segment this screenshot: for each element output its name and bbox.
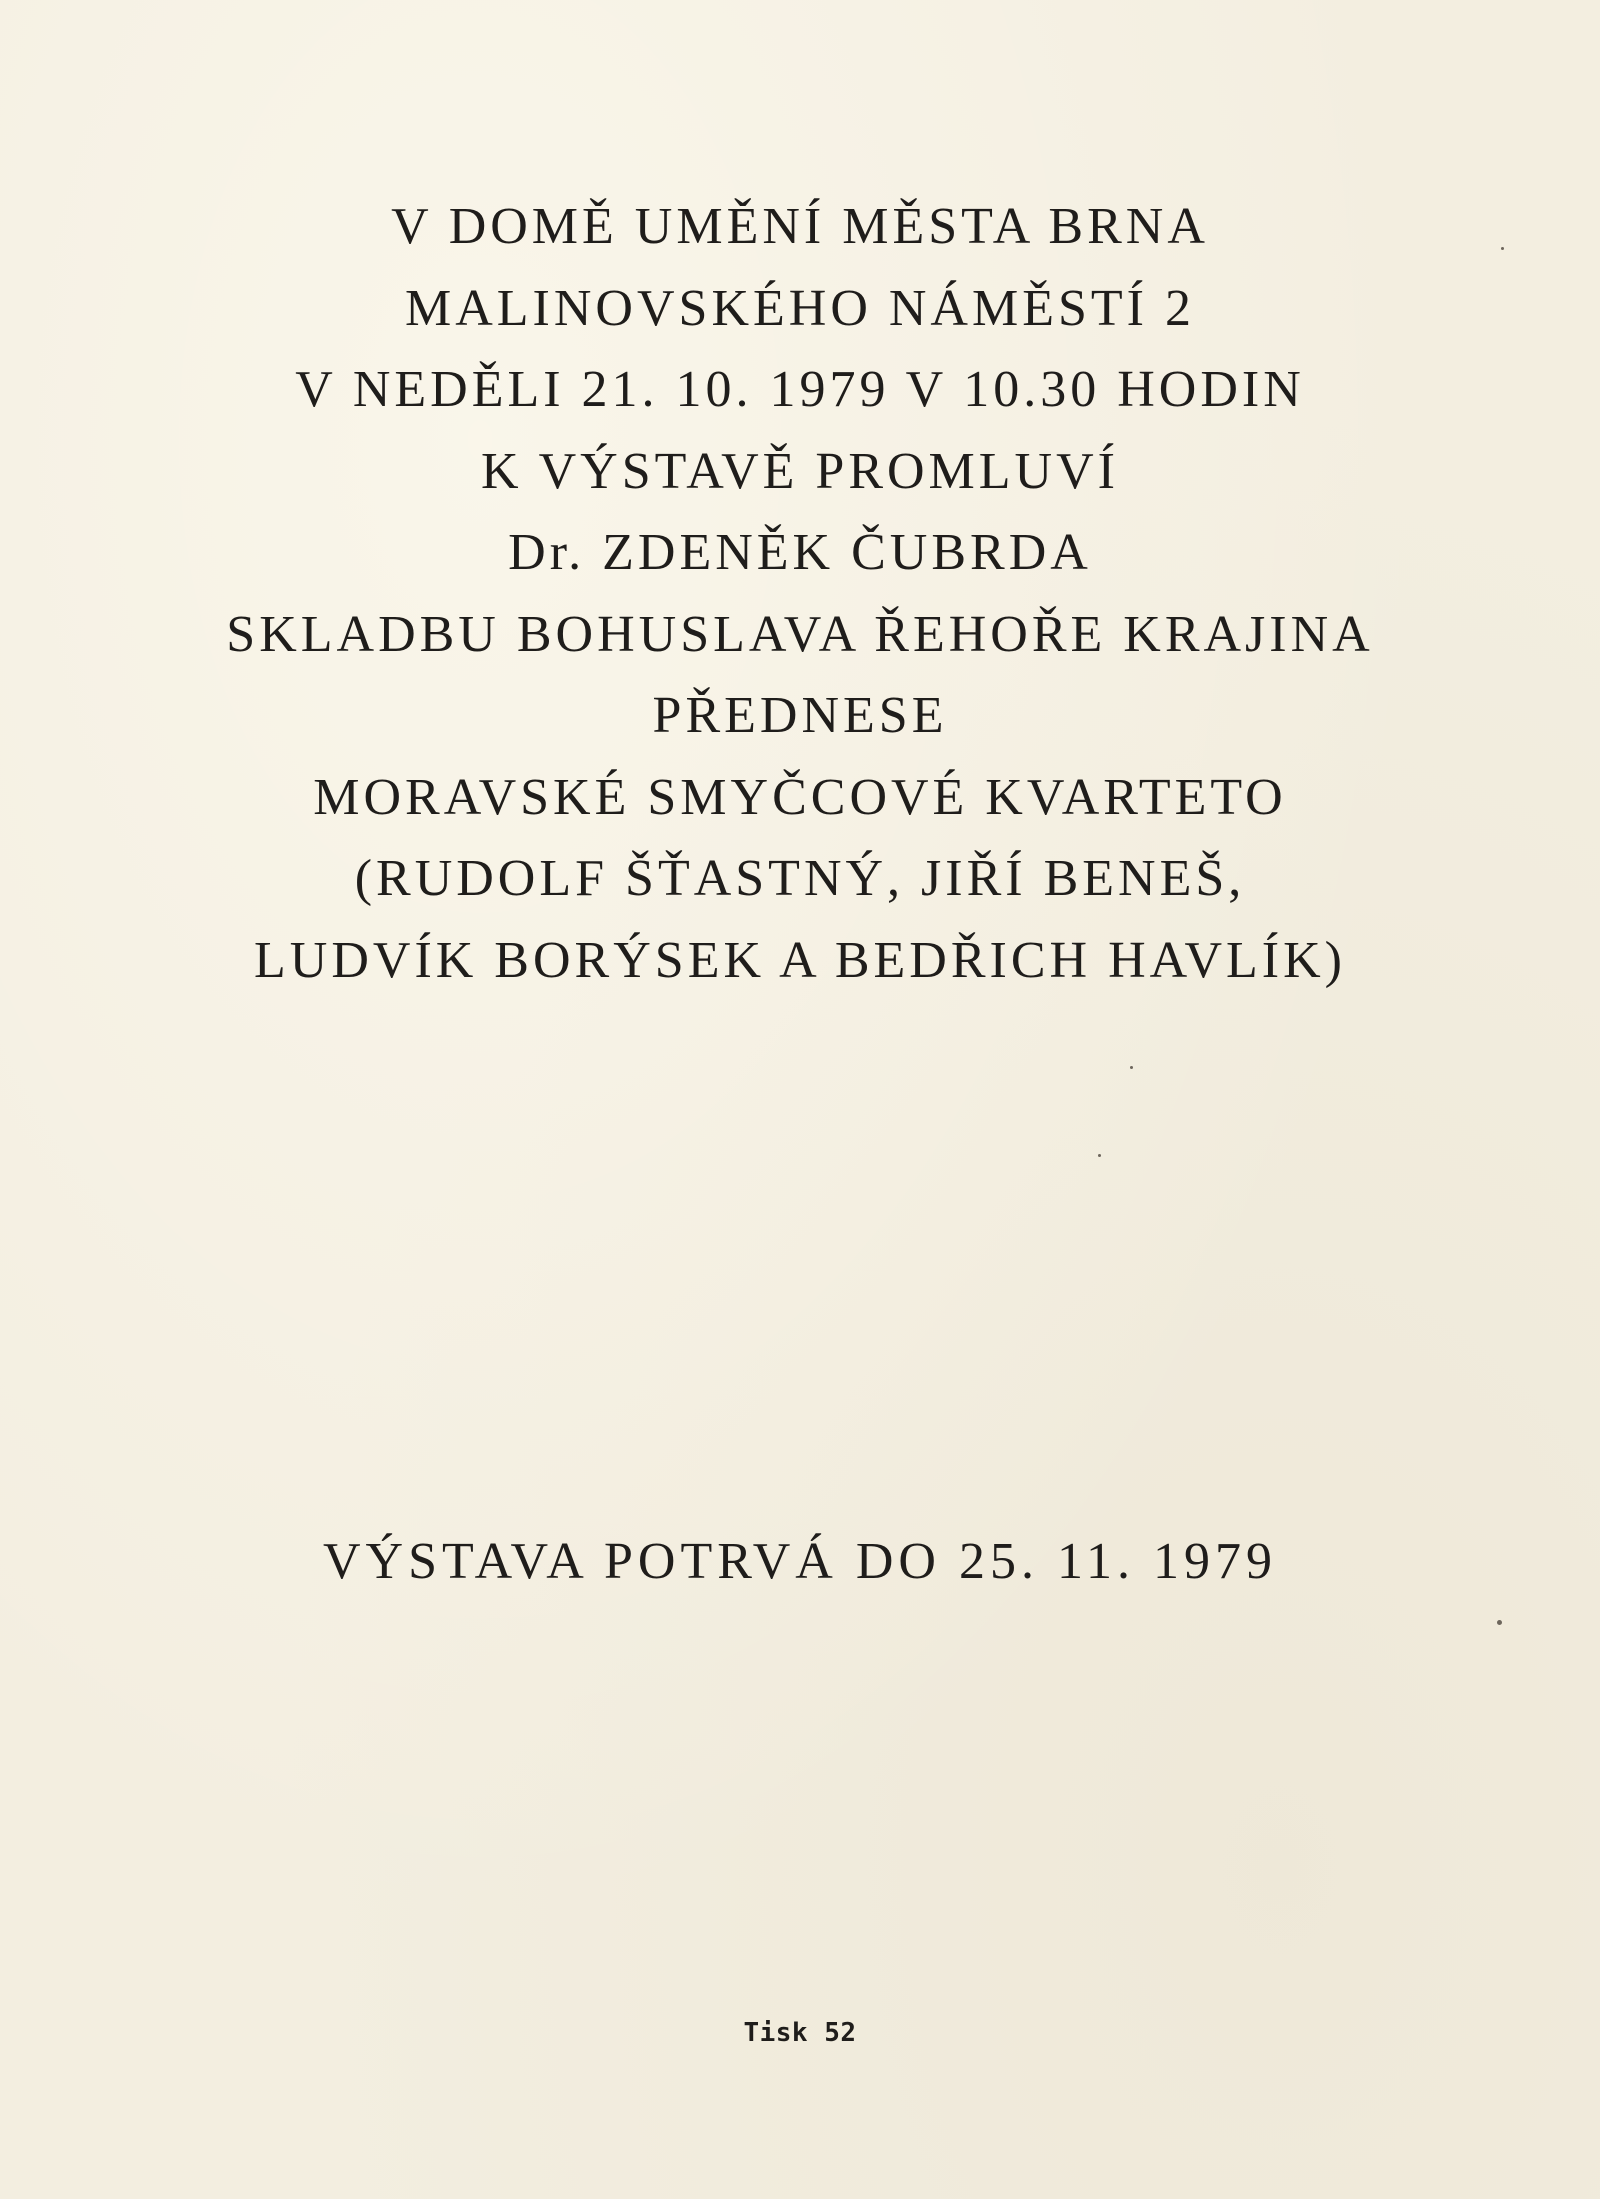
paper-speck xyxy=(1130,1066,1133,1069)
venue-line: V DOMĚ UMĚNÍ MĚSTA BRNA xyxy=(391,198,1209,255)
exhibition-duration: VÝSTAVA POTRVÁ DO 25. 11. 1979 xyxy=(322,1533,1278,1590)
date-time-line: V NEDĚLI 21. 10. 1979 V 10.30 HODIN xyxy=(295,361,1305,418)
invitation-text xyxy=(60,186,1540,1001)
paper-speck xyxy=(1497,1620,1502,1625)
performs-line: PŘEDNESE xyxy=(652,687,948,744)
members-line-2: LUDVÍK BORÝSEK A BEDŘICH HAVLÍK) xyxy=(254,931,1346,989)
quartet-line: MORAVSKÉ SMYČCOVÉ KVARTETO xyxy=(313,768,1287,826)
composition-line: SKLADBU BOHUSLAVA ŘEHOŘE KRAJINA xyxy=(226,605,1374,663)
address-line: MALINOVSKÉHO NÁMĚSTÍ 2 xyxy=(405,279,1195,337)
members-line-1: (RUDOLF ŠŤASTNÝ, JIŘÍ BENEŠ, xyxy=(354,850,1246,907)
speaker-intro-line: K VÝSTAVĚ PROMLUVÍ xyxy=(481,442,1119,500)
print-mark: Tisk 52 xyxy=(743,2018,857,2048)
paper-speck xyxy=(1098,1154,1101,1157)
paper-speck xyxy=(1501,247,1504,250)
speaker-name-line: Dr. ZDENĚK ČUBRDA xyxy=(508,524,1092,581)
